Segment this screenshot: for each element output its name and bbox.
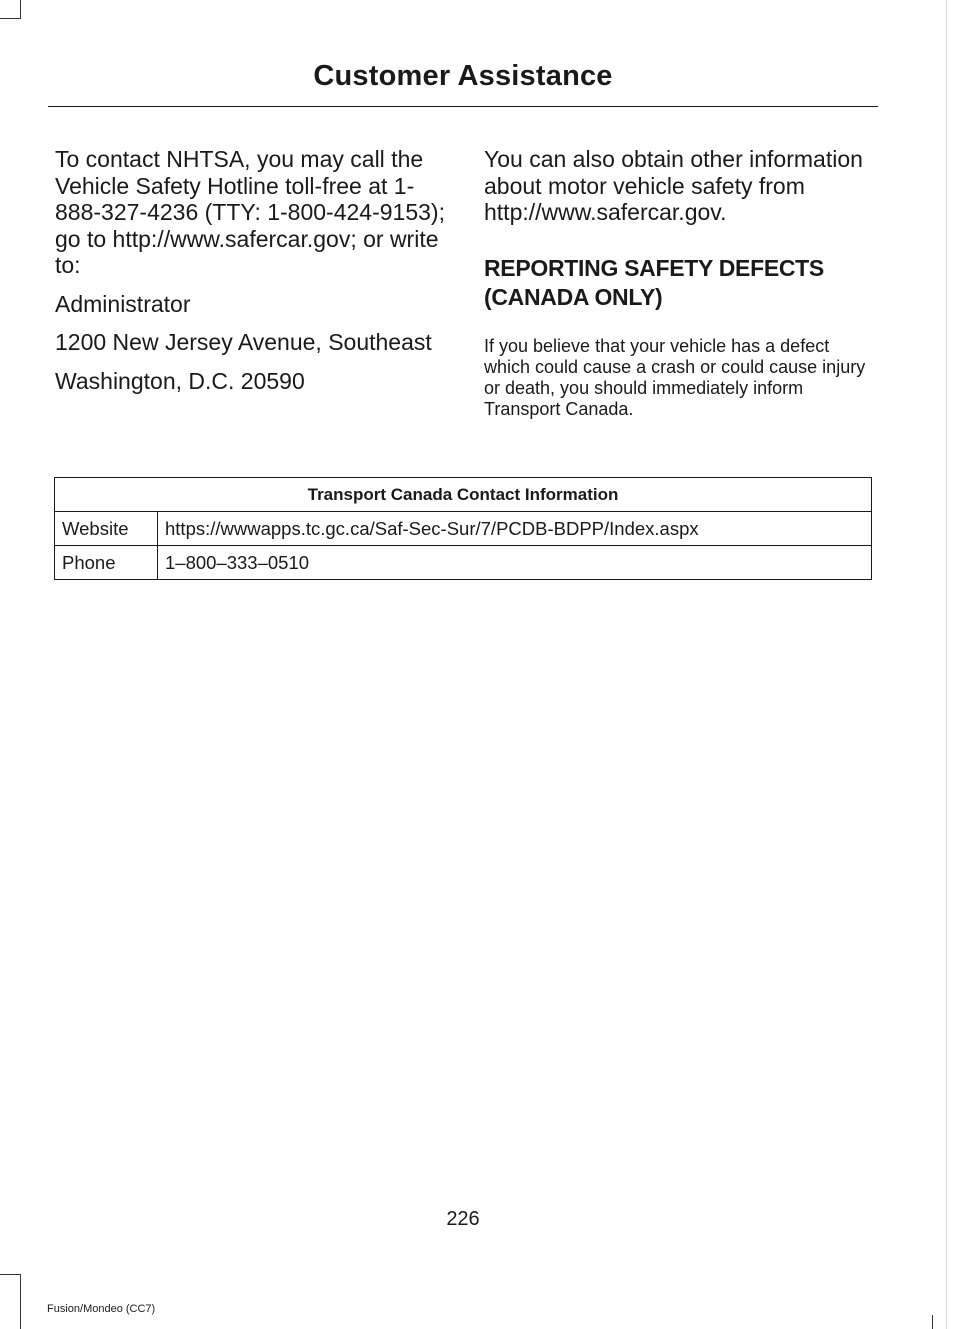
nhtsa-contact-paragraph: To contact NHTSA, you may call the Vehicle Safety Hotline toll-free at 1-888-327-4236 (TTY: 1-800-424-9153); go to http://www.safercar.gov; or write to: <box>55 146 445 278</box>
website-value: https://wwwapps.tc.gc.ca/Saf-Sec-Sur/7/PCDB-BDPP/Index.aspx <box>158 512 872 546</box>
crop-mark-bottom-left <box>0 1274 21 1275</box>
table-row <box>55 512 872 546</box>
crop-mark-top-left <box>0 18 21 19</box>
page-number: 226 <box>446 1208 480 1230</box>
table-row <box>55 546 872 580</box>
transport-canada-contact-table <box>54 477 872 580</box>
crop-mark-right-edge <box>946 0 947 1329</box>
footer-model-label: Fusion/Mondeo (CC7) <box>47 1303 156 1315</box>
address-city: Washington, D.C. 20590 <box>55 367 305 394</box>
section-heading: REPORTING SAFETY DEFECTS (CANADA ONLY) <box>484 254 824 310</box>
table-header-row <box>55 478 872 512</box>
crop-mark-bottom-left <box>20 1274 21 1329</box>
left-column <box>55 146 450 406</box>
right-column <box>484 146 876 420</box>
phone-value: 1–800–333–0510 <box>158 546 872 580</box>
page-title: Customer Assistance <box>313 60 613 92</box>
website-label: Website <box>55 512 158 546</box>
address-street: 1200 New Jersey Avenue, Southeast <box>55 329 432 355</box>
table-caption: Transport Canada Contact Information <box>55 478 872 512</box>
safety-info-paragraph: You can also obtain other information about motor vehicle safety from http://www.safercar.gov. <box>484 146 863 225</box>
address-recipient: Administrator <box>55 290 191 317</box>
title-divider <box>48 106 878 107</box>
canada-defect-paragraph: If you believe that your vehicle has a defect which could cause a crash or could cause injury or death, you should immediately inform Transport Canada. <box>484 335 866 419</box>
phone-label: Phone <box>55 546 158 580</box>
crop-mark-bottom-right <box>932 1315 933 1329</box>
crop-mark-top-left <box>20 0 21 18</box>
